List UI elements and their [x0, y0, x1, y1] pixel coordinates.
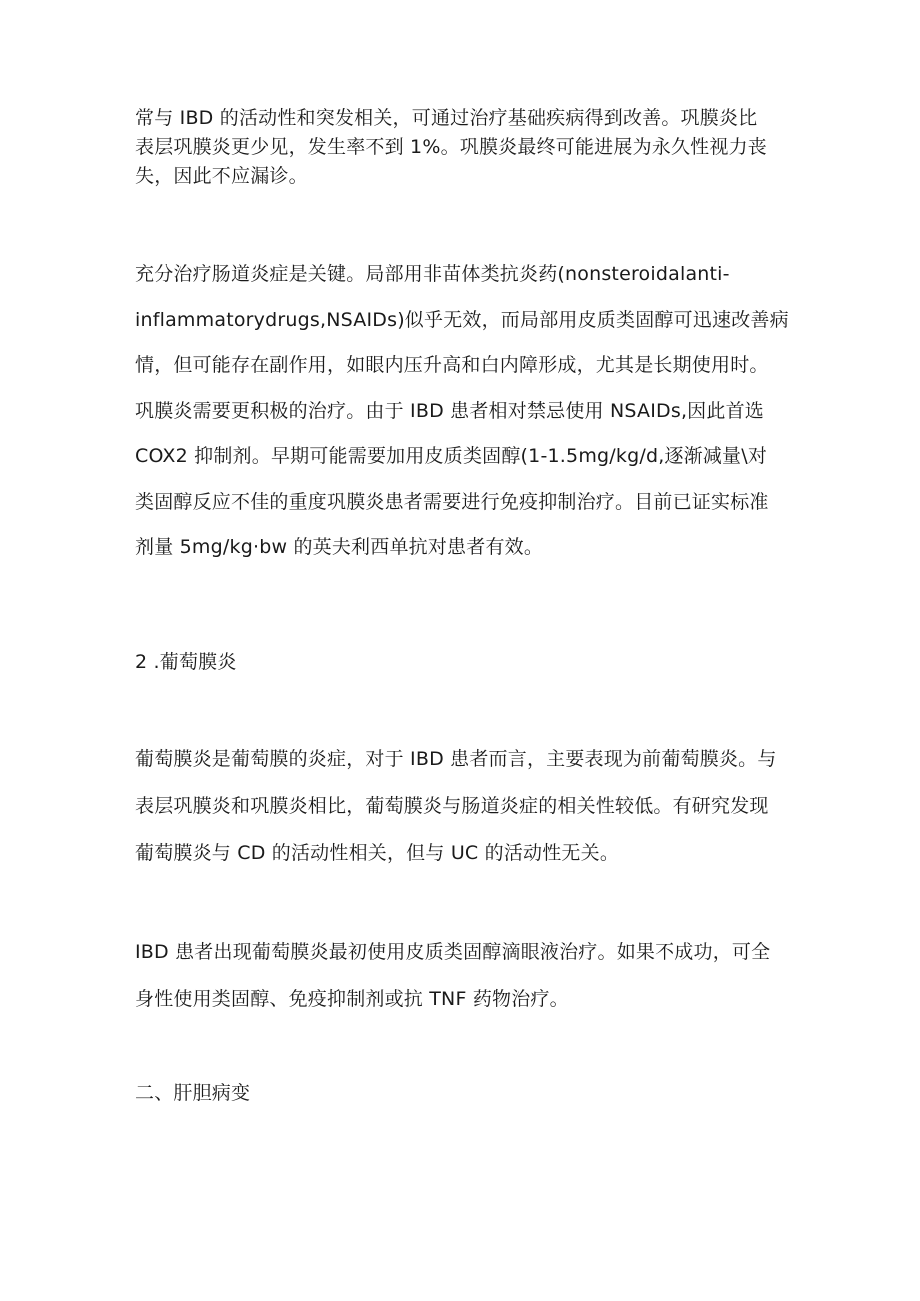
text-line: 常与 IBD 的活动性和突发相关，可通过治疗基础疾病得到改善。巩膜炎比	[135, 107, 758, 129]
text-line: inflammatorydrugs,NSAIDs)似乎无效，而局部用皮质类固醇可迅速改善病	[135, 308, 789, 331]
text-line: 充分治疗肠道炎症是关键。局部用非苗体类抗炎药(nonsteroidalanti-	[135, 263, 730, 285]
paragraph-uveitis-treatment	[135, 929, 815, 1023]
paragraph-scleritis-intro	[135, 104, 815, 191]
text-line: 身性使用类固醇、免疫抑制剂或抗 TNF 药物治疗。	[135, 988, 569, 1010]
text-line: 表层巩膜炎更少见，发生率不到 1%。巩膜炎最终可能进展为永久性视力丧	[135, 136, 767, 158]
text-line: COX2 抑制剂。早期可能需要加用皮质类固醇(1-1.5mg/kg/d,逐渐减量\对	[135, 445, 768, 467]
text-line: IBD 患者出现葡萄膜炎最初使用皮质类固醇滴眼液治疗。如果不成功，可全	[135, 941, 771, 963]
section-heading-hepatobiliary: 二、肝胆病变	[135, 1082, 251, 1104]
text-line: 剂量 5mg∕kg·bw 的英夫利西单抗对患者有效。	[135, 536, 544, 558]
text-line: 葡萄膜炎是葡萄膜的炎症，对于 IBD 患者而言，主要表现为前葡萄膜炎。与	[135, 748, 777, 770]
text-line: 情，但可能存在副作用，如眼内压升高和白内障形成，尤其是长期使用时。	[135, 354, 769, 376]
text-line: 类固醇反应不佳的重度巩膜炎患者需要进行免疫抑制治疗。目前已证实标准	[135, 490, 769, 513]
paragraph-uveitis-description	[135, 736, 815, 877]
text-line: 表层巩膜炎和巩膜炎相比，葡萄膜炎与肠道炎症的相关性较低。有研究发现	[135, 795, 769, 817]
section-heading-uveitis: 2 .葡萄膜炎	[135, 651, 237, 673]
paragraph-treatment	[135, 252, 815, 571]
text-line: 失，因此不应漏诊。	[135, 165, 308, 187]
text-line: 葡萄膜炎与 CD 的活动性相关，但与 UC 的活动性无关。	[135, 842, 620, 864]
text-line: 巩膜炎需要更积极的治疗。由于 IBD 患者相对禁忌使用 NSAIDs,因此首选	[135, 399, 764, 422]
